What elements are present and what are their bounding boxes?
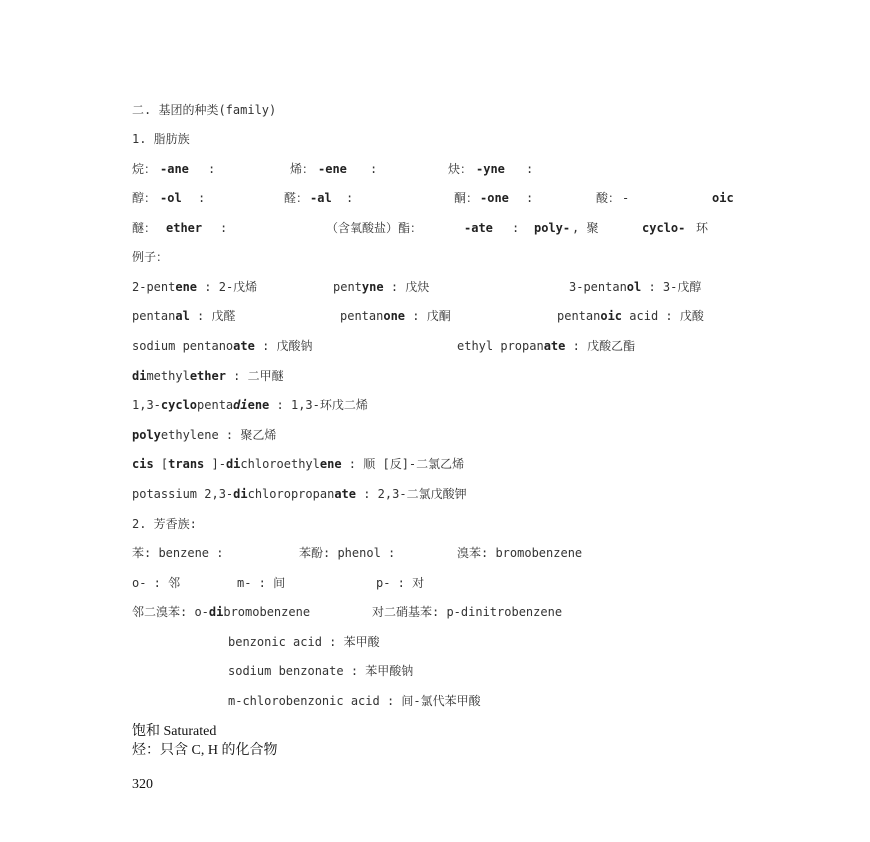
aromatic-term: 苯: benzene : <box>132 546 224 560</box>
aromatic-term: 对二硝基苯: p-dinitrobenzene <box>372 605 563 619</box>
aliphatic-heading-text: 1. 脂肪族 <box>132 132 190 146</box>
ether-word: ether <box>166 221 203 235</box>
separator: : <box>370 162 378 176</box>
aromatic-row <box>0 693 481 709</box>
aromatic-row <box>0 545 583 561</box>
aliphatic-heading <box>0 131 190 147</box>
example-suffix: ene <box>175 280 198 294</box>
suffix-row-oxygen <box>0 190 734 206</box>
aromatic-term: bromobenzene <box>223 605 311 619</box>
alkane-label: 烷： <box>132 162 157 176</box>
acid-dash: - <box>622 191 630 205</box>
aromatic-term: 溴苯: bromobenzene <box>457 546 583 560</box>
alkyne-label: 炔： <box>448 162 473 176</box>
example-prefix: cis <box>132 457 154 471</box>
heading-text: 二. 基团的种类(family) <box>132 103 277 117</box>
example-term: potassium 2,3- <box>132 487 234 501</box>
separator: : <box>198 191 206 205</box>
aromatic-row <box>0 634 380 650</box>
ketone-suffix: -one <box>480 191 509 205</box>
aromatic-term: m-chlorobenzonic acid : 间-氯代苯甲酸 <box>228 694 481 708</box>
separator: : <box>220 221 228 235</box>
ketone-label: 酮： <box>454 191 479 205</box>
suffix-row-hydrocarbons <box>0 161 534 177</box>
separator: : <box>346 191 354 205</box>
example-row <box>0 279 702 295</box>
poly-prefix: poly- <box>534 221 571 235</box>
aldehyde-suffix: -al <box>310 191 332 205</box>
aromatic-row <box>0 604 563 620</box>
section-heading-family <box>0 102 277 118</box>
example-term: 2-pent <box>132 280 176 294</box>
aromatic-term: sodium benzonate : 苯甲酸钠 <box>228 664 414 678</box>
alkene-suffix: -ene <box>318 162 347 176</box>
aromatic-term: 苯酚: phenol : <box>299 546 396 560</box>
example-row <box>0 456 465 472</box>
example-translation: : 3-戊醇 <box>641 280 702 294</box>
example-term: pentan <box>557 309 601 323</box>
aromatic-heading-text: 2. 芳香族: <box>132 517 197 531</box>
alkane-suffix: -ane <box>160 162 189 176</box>
suffix-row-misc <box>0 220 709 236</box>
alcohol-suffix: -ol <box>160 191 182 205</box>
ether-label: 醚： <box>132 221 157 235</box>
ester-label: （含氧酸盐）酯： <box>326 221 423 235</box>
example-multiplier: di <box>233 487 248 501</box>
examples-label-text: 例子： <box>132 250 169 264</box>
separator: : <box>526 191 534 205</box>
example-term: chloroethyl <box>240 457 320 471</box>
separator: : <box>208 162 216 176</box>
example-term: pent <box>333 280 362 294</box>
example-term: ethyl propan <box>457 339 544 353</box>
example-translation: : 2-戊烯 <box>197 280 258 294</box>
page-number <box>0 777 153 795</box>
example-translation: acid : 戊酸 <box>622 309 704 323</box>
example-translation: : 二甲醚 <box>225 369 284 383</box>
hydrocarbon-line <box>0 743 278 761</box>
example-prefix: poly <box>132 428 161 442</box>
example-suffix: ene <box>247 398 270 412</box>
example-term: pentan <box>340 309 384 323</box>
position-prefix: p- : 对 <box>376 576 425 590</box>
example-row <box>0 368 284 384</box>
example-prefix: trans <box>168 457 205 471</box>
example-translation: : 戊炔 <box>383 280 430 294</box>
example-suffix: ate <box>233 339 255 353</box>
example-locant: 1,3- <box>132 398 161 412</box>
cyclo-prefix: cyclo- <box>642 221 686 235</box>
example-bracket: [ <box>153 457 169 471</box>
example-prefix: di <box>132 369 147 383</box>
separator: : <box>526 162 534 176</box>
example-term: chloropropan <box>247 487 335 501</box>
saturated-text: 饱和 Saturated <box>132 724 217 739</box>
hydrocarbon-text: 烃：只含 C, H 的化合物 <box>132 743 278 758</box>
ester-suffix: -ate <box>464 221 493 235</box>
example-suffix: ate <box>334 487 356 501</box>
example-term: sodium pentano <box>132 339 234 353</box>
position-prefix: m- : 间 <box>237 576 286 590</box>
example-translation: ethylene : 聚乙烯 <box>160 428 277 442</box>
acid-label: 酸： <box>596 191 621 205</box>
example-multiplier: di <box>225 457 241 471</box>
example-translation: : 戊酸钠 <box>254 339 313 353</box>
example-suffix: yne <box>361 280 384 294</box>
example-suffix: oic <box>600 309 623 323</box>
aromatic-term: benzonic acid : 苯甲酸 <box>228 635 380 649</box>
aromatic-term: 邻二溴苯: o- <box>132 605 209 619</box>
cyclo-chinese: 环 <box>696 221 709 235</box>
page-number-text: 320 <box>132 777 153 792</box>
example-row <box>0 427 277 443</box>
alkene-label: 烯： <box>290 162 315 176</box>
aromatic-multiplier: di <box>208 605 224 619</box>
aromatic-row <box>0 575 425 591</box>
example-bracket: ]- <box>204 457 226 471</box>
example-suffix: ate <box>543 339 566 353</box>
examples-label <box>0 249 169 265</box>
example-term: pentan <box>132 309 176 323</box>
example-suffix: al <box>175 309 190 323</box>
example-translation: : 戊醛 <box>189 309 236 323</box>
aromatic-heading <box>0 516 197 532</box>
example-multiplier: di <box>233 398 248 412</box>
example-row <box>0 486 467 502</box>
example-suffix: ether <box>189 369 226 383</box>
example-row <box>0 397 368 413</box>
example-term: methyl <box>146 369 190 383</box>
example-row <box>0 308 704 324</box>
example-translation: : 1,3-环戊二烯 <box>269 398 368 412</box>
poly-chinese: , 聚 <box>572 221 599 235</box>
example-translation: : 2,3-二氯戊酸钾 <box>356 487 467 501</box>
separator: : <box>512 221 520 235</box>
example-row <box>0 338 636 354</box>
example-suffix: ol <box>626 280 642 294</box>
example-translation: : 戊酸乙酯 <box>565 339 636 353</box>
example-prefix: cyclo <box>160 398 198 412</box>
example-suffix: ene <box>319 457 342 471</box>
example-term: penta <box>197 398 234 412</box>
aldehyde-label: 醛： <box>284 191 309 205</box>
position-prefix: o- : 邻 <box>132 576 181 590</box>
saturated-line <box>0 724 217 742</box>
example-suffix: one <box>383 309 406 323</box>
alkyne-suffix: -yne <box>476 162 505 176</box>
example-translation: : 戊酮 <box>405 309 451 323</box>
alcohol-label: 醇： <box>132 191 157 205</box>
aromatic-row <box>0 663 414 679</box>
example-term: 3-pentan <box>569 280 627 294</box>
example-translation: : 顺 [反]-二氯乙烯 <box>341 457 465 471</box>
acid-suffix: oic <box>712 191 734 205</box>
